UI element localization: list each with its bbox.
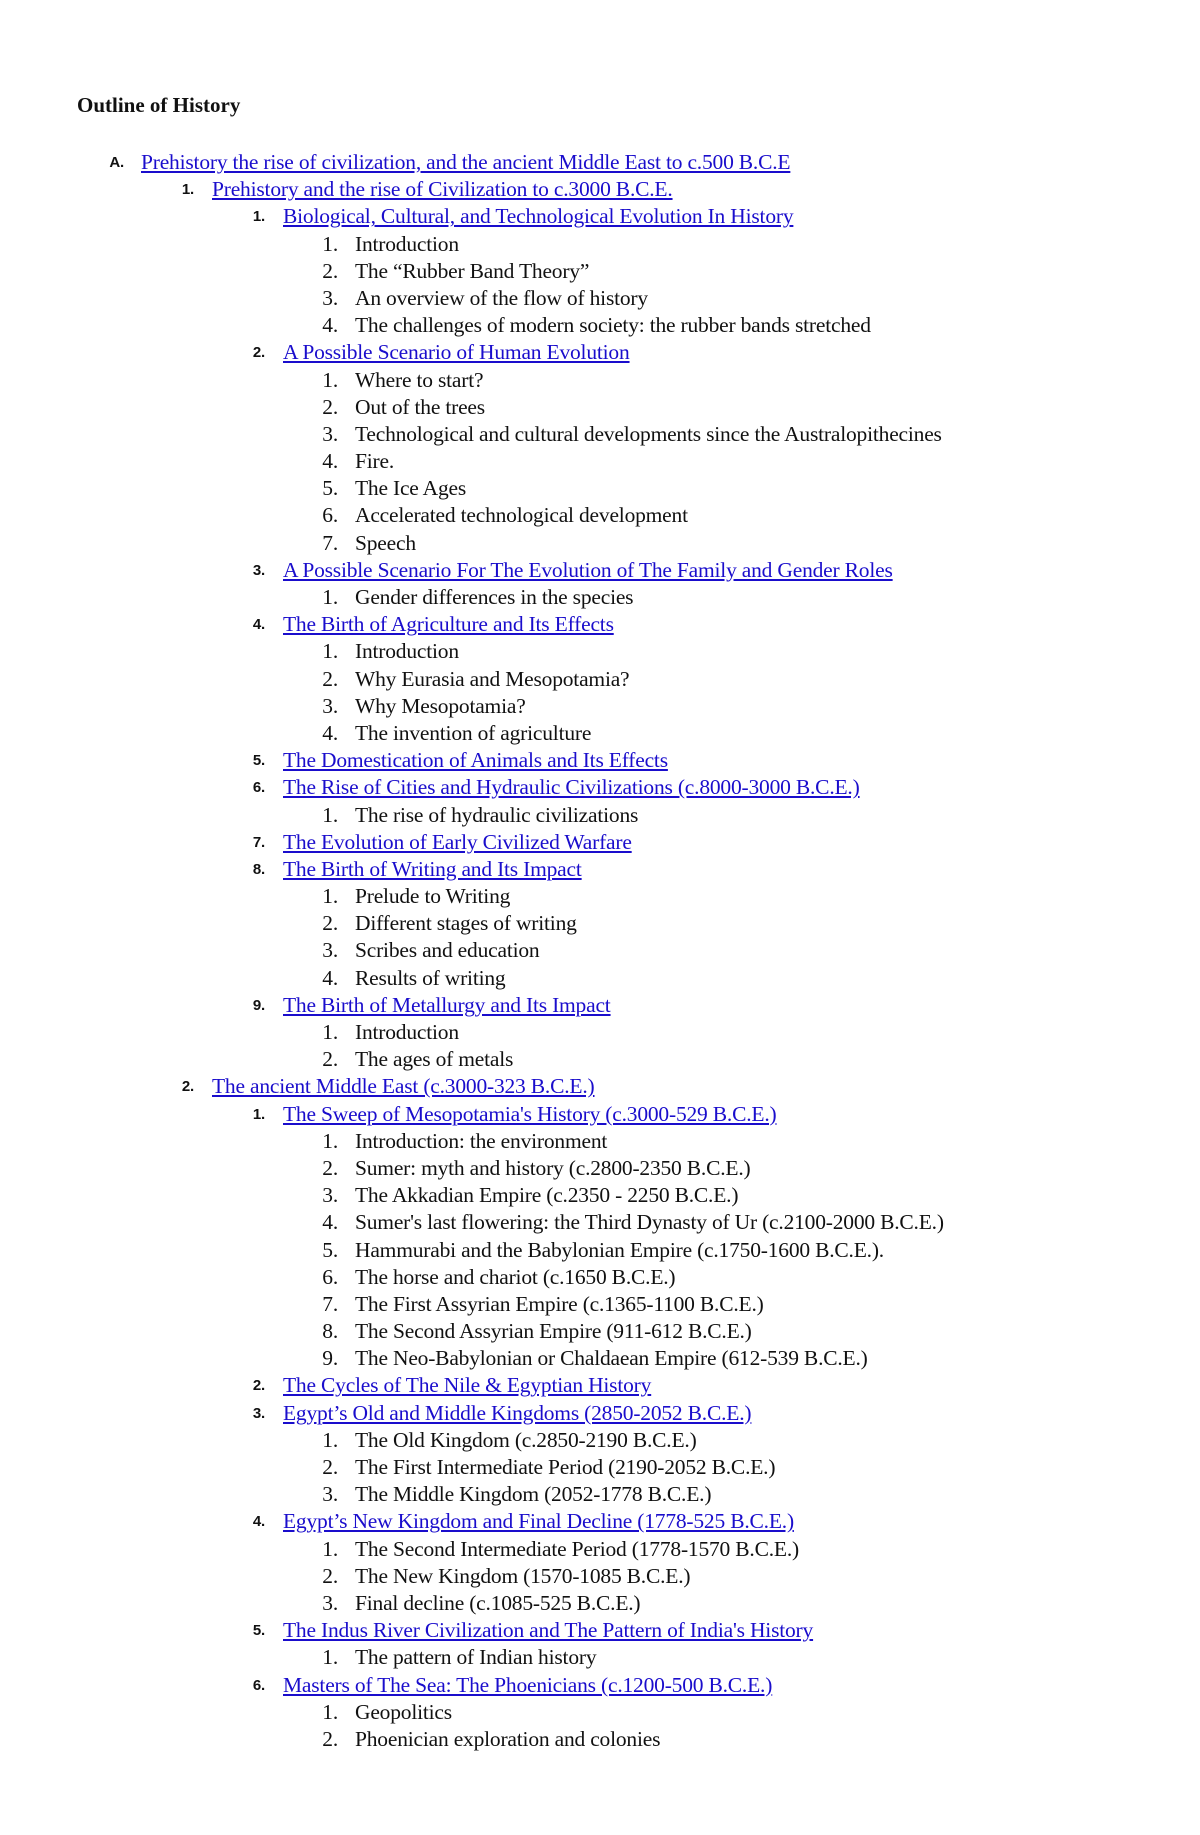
outline-item-number: 7. (252, 833, 265, 851)
outline-item (0, 802, 1200, 829)
outline-item (0, 1427, 1200, 1454)
outline-item-label: Why Mesopotamia? (355, 693, 526, 718)
outline-link-item[interactable] (0, 1400, 1200, 1427)
outline-item-label: Why Eurasia and Mesopotamia? (355, 666, 630, 691)
outline-link-item[interactable] (0, 1508, 1200, 1535)
outline-item-number: 7. (322, 530, 338, 555)
outline-item-label: Fire. (355, 449, 395, 474)
outline-item (0, 475, 1200, 502)
outline-item-number: 9. (252, 996, 265, 1014)
outline-item-number: 2. (322, 1563, 338, 1588)
outline-item-label: The Neo-Babylonian or Chaldaean Empire (612-539 B.C.E.) (355, 1346, 868, 1371)
outline-item (0, 1128, 1200, 1155)
outline-item (0, 1590, 1200, 1617)
outline-item-label: The Middle Kingdom (2052-1778 B.C.E.) (355, 1482, 712, 1507)
outline-item-label: Introduction (355, 639, 459, 664)
outline-link[interactable]: The Domestication of Animals and Its Effects (283, 748, 668, 773)
outline-link[interactable]: Egypt’s New Kingdom and Final Decline (1778-525 B.C.E.) (283, 1509, 794, 1534)
outline-item-label: Sumer: myth and history (c.2800-2350 B.C.E.) (355, 1155, 751, 1180)
outline-item-number: 8. (322, 1319, 338, 1344)
outline-item-label: The challenges of modern society: the rubber bands stretched (355, 313, 871, 338)
outline-item (0, 367, 1200, 394)
outline-item (0, 1726, 1200, 1753)
outline-link-item[interactable] (0, 176, 1200, 203)
outline-item-label: The horse and chariot (c.1650 B.C.E.) (355, 1264, 676, 1289)
outline-item (0, 1264, 1200, 1291)
outline-item (0, 1644, 1200, 1671)
outline-item-number: 1. (322, 1128, 338, 1153)
outline-item-number: 2. (322, 1726, 338, 1751)
outline-item (0, 1155, 1200, 1182)
outline-item-number: 2. (322, 1455, 338, 1479)
outline-item-number: 2. (322, 911, 338, 936)
outline-item-number: 3. (322, 1183, 338, 1208)
outline-link-item[interactable] (0, 611, 1200, 638)
outline-item (0, 1536, 1200, 1563)
outline-link[interactable]: Prehistory and the rise of Civilization to c.3000 B.C.E. (212, 177, 673, 202)
outline-item-number: 1. (322, 1699, 338, 1724)
outline-link[interactable]: Egypt’s Old and Middle Kingdoms (2850-2052 B.C.E.) (283, 1400, 752, 1425)
outline-item-label: The pattern of Indian history (355, 1645, 597, 1670)
outline-item-label: The rise of hydraulic civilizations (355, 802, 639, 827)
outline-link[interactable]: The Birth of Agriculture and Its Effects (283, 612, 614, 637)
outline-link-item[interactable] (0, 557, 1200, 584)
outline-item-label: Prelude to Writing (355, 884, 511, 909)
document-title: Outline of History (77, 93, 241, 117)
outline-item-number: 3. (322, 1482, 338, 1507)
outline-item-number: 5. (322, 1237, 338, 1262)
outline-item-number: 1. (322, 585, 338, 609)
outline-item (0, 258, 1200, 285)
outline-item-label: Introduction (355, 1020, 459, 1044)
outline-item-number: 8. (252, 860, 265, 878)
outline-link-item[interactable] (0, 1101, 1200, 1128)
outline-link[interactable]: The Rise of Cities and Hydraulic Civilizations (c.8000-3000 B.C.E.) (283, 775, 860, 800)
outline-item (0, 231, 1200, 258)
outline-item (0, 502, 1200, 529)
outline-link-item[interactable] (0, 1372, 1200, 1399)
outline-item-label: The Second Intermediate Period (1778-1570 B.C.E.) (355, 1536, 799, 1561)
outline-item (0, 421, 1200, 448)
outline-item-number: 1. (252, 208, 265, 226)
outline-item (0, 1563, 1200, 1590)
outline-item-label: The Ice Ages (355, 476, 467, 501)
outline-link[interactable]: Prehistory the rise of civilization, and the ancient Middle East to c.500 B.C.E (141, 150, 791, 174)
outline-item-label: The First Intermediate Period (2190-2052 B.C.E.) (355, 1455, 776, 1479)
outline-item-label: Introduction: the environment (355, 1128, 608, 1153)
outline-item-label: The Second Assyrian Empire (911-612 B.C.E.) (355, 1319, 752, 1344)
outline-item-number: 2. (322, 666, 338, 691)
outline-link-item[interactable] (0, 149, 1200, 176)
outline-item-number: 1. (322, 1020, 338, 1044)
outline-item-number: 1. (322, 1645, 338, 1670)
outline-item (0, 1209, 1200, 1236)
outline-item-number: 2. (252, 1377, 265, 1395)
outline-link-item[interactable] (0, 203, 1200, 230)
outline-link[interactable]: The Indus River Civilization and The Pattern of India's History (283, 1618, 814, 1643)
outline-item (0, 1046, 1200, 1073)
outline-item-number: 6. (322, 1264, 338, 1289)
outline-item-label: Where to start? (355, 367, 484, 392)
outline-item-number: 3. (322, 421, 338, 446)
outline-item-number: 3. (252, 1404, 265, 1422)
outline-item (0, 584, 1200, 611)
outline-item (0, 312, 1200, 339)
outline-item-number: 3. (322, 285, 338, 310)
outline-link-item[interactable] (0, 829, 1200, 856)
outline-item-label: Gender differences in the species (355, 585, 634, 609)
outline-item-number: 6. (252, 1676, 265, 1694)
outline-item-label: Sumer's last flowering: the Third Dynasty of Ur (c.2100-2000 B.C.E.) (355, 1210, 944, 1235)
outline-link[interactable]: A Possible Scenario For The Evolution of The Family and Gender Roles (283, 557, 893, 582)
outline-item-label: Final decline (c.1085-525 B.C.E.) (355, 1590, 641, 1615)
outline-item-label: Geopolitics (355, 1699, 452, 1724)
outline-item-number: 1. (252, 1105, 265, 1123)
outline-item-number: 1. (322, 884, 338, 909)
outline-link[interactable]: The ancient Middle East (c.3000-323 B.C.E.) (212, 1074, 595, 1099)
outline-link[interactable]: Biological, Cultural, and Technological Evolution In History (283, 204, 794, 229)
outline-item-label: Scribes and education (355, 938, 540, 963)
outline-link-item[interactable] (0, 774, 1200, 801)
outline-item-number: 2. (322, 1047, 338, 1072)
outline-item-number: 5. (322, 476, 338, 501)
outline-item-number: A. (109, 154, 124, 171)
outline-link[interactable]: The Birth of Metallurgy and Its Impact (283, 992, 611, 1017)
outline-link-item[interactable] (0, 1672, 1200, 1699)
outline-item-label: Introduction (355, 231, 459, 256)
outline-item-label: Out of the trees (355, 394, 485, 419)
outline-item (0, 1182, 1200, 1209)
outline-link-item[interactable] (0, 856, 1200, 883)
outline-item-number: 4. (322, 720, 338, 745)
outline-item-number: 1. (322, 1536, 338, 1561)
outline-item-number: 2. (252, 344, 265, 362)
outline-list (0, 149, 1200, 1753)
outline-item-number: 9. (322, 1346, 338, 1371)
outline-item-number: 1. (322, 639, 338, 664)
outline-link-item[interactable] (0, 747, 1200, 774)
outline-item (0, 1291, 1200, 1318)
outline-item-number: 3. (252, 561, 265, 579)
outline-item-number: 6. (252, 779, 265, 797)
outline-item-number: 5. (252, 1622, 265, 1640)
outline-item-number: 4. (252, 1513, 265, 1531)
outline-item-number: 6. (322, 503, 338, 528)
outline-item-label: The Old Kingdom (c.2850-2190 B.C.E.) (355, 1427, 697, 1452)
outline-item-label: An overview of the flow of history (355, 285, 648, 310)
outline-item (0, 1345, 1200, 1372)
outline-item-label: Accelerated technological development (355, 503, 688, 528)
outline-item (0, 693, 1200, 720)
outline-item (0, 1237, 1200, 1264)
outline-item (0, 1481, 1200, 1508)
outline-item-label: The “Rubber Band Theory” (355, 258, 590, 283)
outline-link[interactable]: Masters of The Sea: The Phoenicians (c.1200-500 B.C.E.) (283, 1672, 773, 1697)
outline-item-number: 2. (322, 394, 338, 419)
outline-link-item[interactable] (0, 339, 1200, 366)
outline-link-item[interactable] (0, 1617, 1200, 1644)
outline-item-number: 2. (181, 1078, 194, 1096)
outline-item-label: The First Assyrian Empire (c.1365-1100 B.C.E.) (355, 1291, 764, 1316)
outline-item (0, 910, 1200, 937)
outline-item-number: 5. (252, 752, 265, 770)
outline-item-label: The invention of agriculture (355, 720, 592, 745)
outline-item (0, 530, 1200, 557)
outline-item-number: 7. (322, 1291, 338, 1316)
outline-link[interactable]: The Cycles of The Nile & Egyptian History (283, 1373, 652, 1398)
outline-item (0, 666, 1200, 693)
outline-item-label: Technological and cultural developments since the Australopithecines (355, 421, 942, 446)
outline-item-label: The ages of metals (355, 1047, 514, 1072)
outline-item-number: 3. (322, 1590, 338, 1615)
outline-item (0, 448, 1200, 475)
outline-item (0, 394, 1200, 421)
outline-item-number: 3. (322, 693, 338, 718)
outline-item-number: 4. (322, 965, 338, 990)
outline-link[interactable]: A Possible Scenario of Human Evolution (283, 340, 630, 365)
outline-item-number: 1. (322, 802, 338, 827)
outline-item-number: 4. (322, 449, 338, 474)
outline-item-label: Speech (355, 530, 416, 555)
outline-item (0, 285, 1200, 312)
outline-item (0, 638, 1200, 665)
outline-item-label: Different stages of writing (355, 911, 577, 936)
outline-item-number: 1. (181, 181, 194, 199)
outline-item (0, 1454, 1200, 1481)
outline-item-number: 1. (322, 231, 338, 256)
outline-item (0, 720, 1200, 747)
outline-item-label: Phoenician exploration and colonies (355, 1726, 661, 1751)
outline-item-number: 2. (322, 258, 338, 283)
outline-item (0, 1318, 1200, 1345)
outline-item-number: 4. (252, 616, 265, 634)
outline-link[interactable]: The Sweep of Mesopotamia's History (c.3000-529 B.C.E.) (283, 1101, 777, 1126)
outline-item (0, 965, 1200, 992)
outline-item-number: 4. (322, 313, 338, 338)
outline-item-label: The New Kingdom (1570-1085 B.C.E.) (355, 1563, 691, 1588)
outline-item-number: 1. (322, 367, 338, 392)
outline-item-label: Results of writing (355, 965, 506, 990)
outline-item (0, 1699, 1200, 1726)
outline-link-item[interactable] (0, 1073, 1200, 1100)
outline-link-item[interactable] (0, 992, 1200, 1019)
outline-item-number: 2. (322, 1155, 338, 1180)
outline-link[interactable]: The Evolution of Early Civilized Warfare (283, 829, 632, 854)
outline-item-number: 3. (322, 938, 338, 963)
outline-item-number: 1. (322, 1427, 338, 1452)
outline-link[interactable]: The Birth of Writing and Its Impact (283, 856, 582, 881)
outline-item (0, 1019, 1200, 1046)
outline-item (0, 883, 1200, 910)
outline-item-number: 4. (322, 1210, 338, 1235)
outline-item (0, 937, 1200, 964)
outline-item-label: Hammurabi and the Babylonian Empire (c.1750-1600 B.C.E.). (355, 1237, 884, 1262)
outline-item-label: The Akkadian Empire (c.2350 - 2250 B.C.E.) (355, 1183, 739, 1208)
